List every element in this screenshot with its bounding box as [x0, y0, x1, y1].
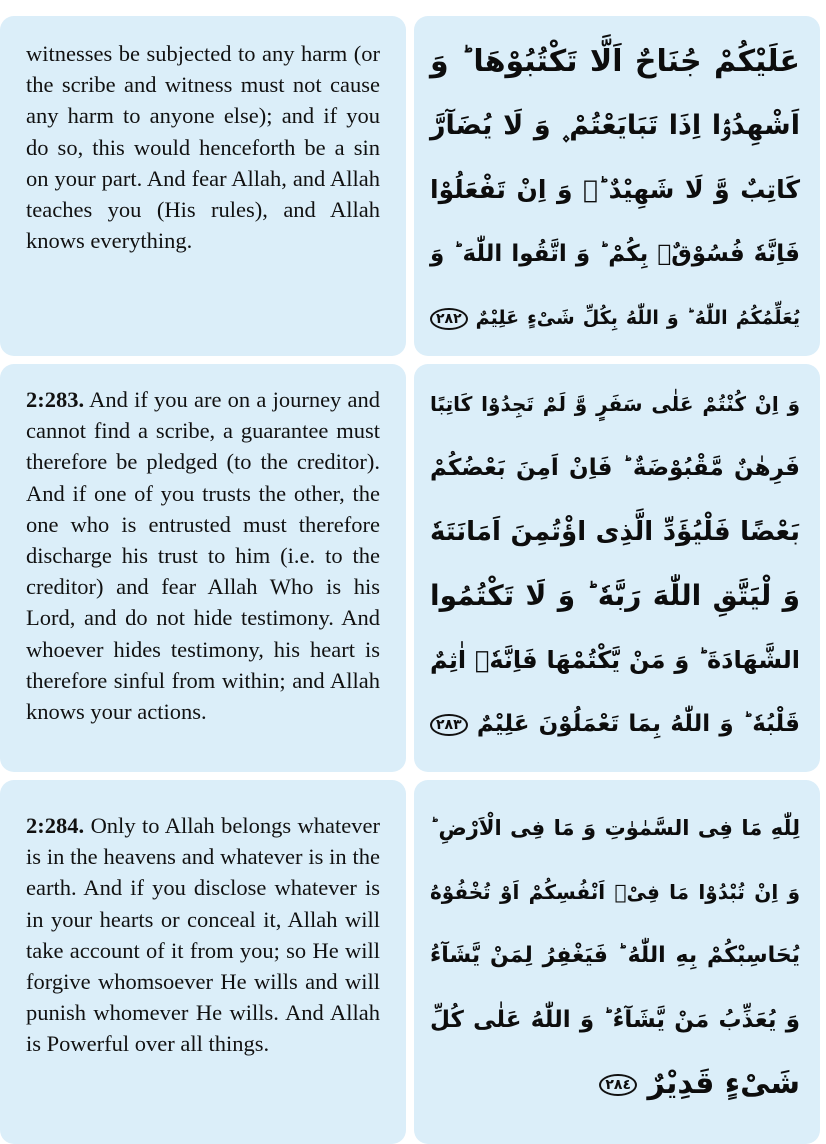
arabic-panel-1	[414, 16, 820, 356]
arabic-line-text: يُعَلِّمُكُمُ اللّٰهُ ؕ وَ اللّٰهُ بِكُلِّ شَیْءٍ عَلِيْمٌ	[475, 307, 800, 329]
verse-ref: 2:284.	[26, 813, 85, 838]
verse-ref: 2:283.	[26, 387, 85, 412]
arabic-line-text: قَلْبُهٗ ؕ وَ اللّٰهُ بِمَا تَعْمَلُوْنَ عَلِيْمٌ	[476, 711, 800, 737]
english-panel-2	[0, 364, 406, 772]
arabic-line: وَ اِنْ تُبْدُوْا مَا فِیْۤ اَنْفُسِكُمْ اَوْ تُخْفُوْهُ	[430, 880, 800, 904]
arabic-line: يُحَاسِبْكُمْ بِهِ اللّٰهُ ؕ فَيَغْفِرُ لِمَنْ يَّشَآءُ	[430, 943, 800, 968]
translation-text	[26, 810, 380, 1060]
arabic-line: كَاتِبٌ وَّ لَا شَهِيْدٌ ؕ۬ وَ اِنْ تَفْعَلُوْا	[430, 175, 800, 204]
ayah-number-marker: ٢٨٢	[430, 308, 468, 330]
arabic-panel-2	[414, 364, 820, 772]
arabic-line: فَاِنَّهٗ فُسُوْقٌۢ بِكُمْ ؕ وَ اتَّقُوا اللّٰهَ ؕ وَ	[430, 241, 800, 267]
arabic-line: بَعْضًا فَلْيُؤَدِّ الَّذِی اؤْتُمِنَ اَمَانَتَهٗ	[430, 517, 800, 547]
arabic-line: اَشْهِدُوْۤا اِذَا تَبَايَعْتُمْ ۪ وَ لَا يُضَآرَّ	[430, 110, 800, 141]
arabic-line-last	[430, 692, 800, 756]
translation-text	[26, 384, 380, 727]
arabic-line: لِلّٰهِ مَا فِی السَّمٰوٰتِ وَ مَا فِی الْاَرْضِ ؕ	[430, 816, 800, 840]
translation-body: witnesses be subjected to any harm (or the scribe and witness must not cause any harm to anyone else); and if you do so, this would henceforth be a sin on your part. And fear Allah, and Allah teaches you (His rules), and Allah knows everything.	[26, 41, 380, 254]
translation-text	[26, 38, 380, 256]
english-panel-1	[0, 16, 406, 356]
ayah-number-marker: ٢٨٤	[599, 1074, 637, 1096]
english-panel-3	[0, 780, 406, 1144]
arabic-line-text: شَیْءٍ قَدِيْرٌ	[647, 1066, 800, 1101]
arabic-line-last	[430, 1052, 800, 1116]
arabic-line: وَ اِنْ كُنْتُمْ عَلٰى سَفَرٍ وَّ لَمْ تَجِدُوْا كَاتِبًا	[430, 392, 800, 416]
arabic-panel-3	[414, 780, 820, 1144]
translation-body: And if you are on a journey and cannot find a scribe, a guarantee must therefore be pledged (to the creditor). And if one of you trusts the other, the one who is entrusted must therefore discharge his trust to him (i.e. to the creditor) and fear Allah Who is his Lord, and do not hide testimony. And whoever hides testimony, his heart is therefore sinful from within; and Allah knows your actions.	[26, 387, 380, 725]
arabic-line: عَلَيْكُمْ جُنَاحٌ اَلَّا تَكْتُبُوْهَا ؕ وَ	[430, 44, 800, 79]
arabic-line: وَ لْيَتَّقِ اللّٰهَ رَبَّهٗ ؕ وَ لَا تَكْتُمُوا	[430, 579, 800, 612]
translation-body: Only to Allah belongs whatever is in the heavens and whatever is in the earth. And if you disclose whatever is in your hearts or conceal it, Allah will take account of it from you; so He will forgive whomsoever He wills and will punish whomever He wills. And Allah is Powerful over all things.	[26, 813, 380, 1057]
arabic-line: الشَّهَادَةَ ؕ وَ مَنْ يَّكْتُمْهَا فَاِنَّهٗۤ اٰثِمٌ	[430, 646, 800, 674]
arabic-line: فَرِهٰنٌ مَّقْبُوْضَةٌ ؕ فَاِنْ اَمِنَ بَعْضُكُمْ	[430, 455, 800, 481]
arabic-line: وَ يُعَذِّبُ مَنْ يَّشَآءُ ؕ وَ اللّٰهُ عَلٰى كُلِّ	[430, 1007, 800, 1033]
arabic-line-last	[430, 286, 800, 350]
ayah-number-marker: ٢٨٣	[430, 714, 468, 736]
